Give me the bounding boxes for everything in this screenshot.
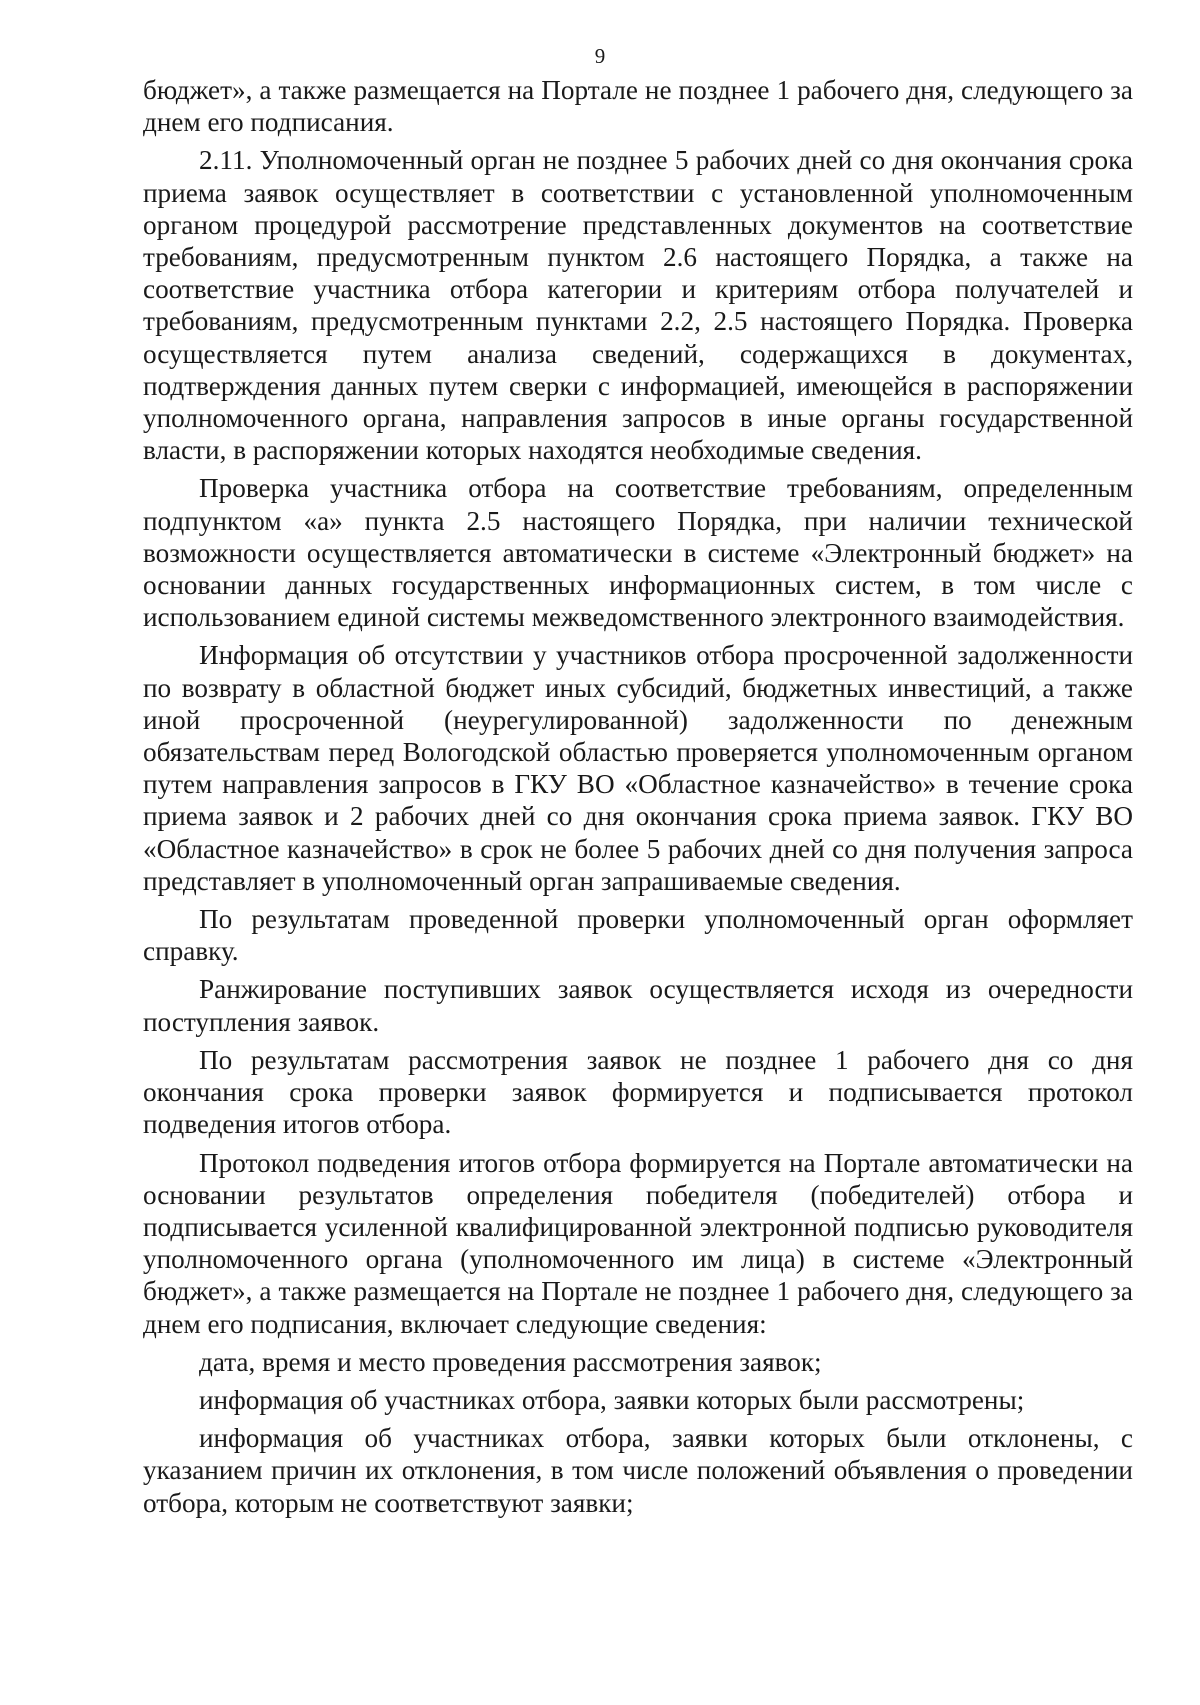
list-item-date-time-place: дата, время и место проведения рассмотрения заявок; — [199, 1346, 822, 1377]
paragraph-debt-information: Информация об отсутствии у участников отбора просроченной задолженности по возврату в областной бюджет иных субсидий, бюджетных инвестиций, а также иной просроченной (неурегулированной) задолженности по денежным обязательствам перед Вологодской областью проверяется уполномоченным органом путем направления запросов в ГКУ ВО «Областное казначейство» в течение срока приема заявок и 2 рабочих дней со дня окончания срока приема заявок. ГКУ ВО «Областное казначейство» в срок не более 5 рабочих дней со дня получения запроса представляет в уполномоченный орган запрашиваемые сведения. — [143, 640, 1133, 896]
paragraph-protocol-contents: Протокол подведения итогов отбора формируется на Портале автоматически на основании результатов определения победителя (победителей) отбора и подписывается усиленной квалифицированной электронной подписью руководителя уполномоченного органа (уполномоченного им лица) в системе «Электронный бюджет», а также размещается на Портале не позднее 1 рабочего дня, следующего за днем его подписания, включает следующие сведения: — [143, 1147, 1133, 1339]
paragraph-automatic-check: Проверка участника отбора на соответствие требованиям, определенным подпунктом «а» пункта 2.5 настоящего Порядка, при наличии технической возможности осуществляется автоматически в системе «Электронный бюджет» на основании данных государственных информационных систем, в том числе с использованием единой системы межведомственного электронного взаимодействия. — [143, 473, 1133, 633]
page-number: 9 — [594, 44, 606, 68]
list-item-rejected-applications: информация об участниках отбора, заявки которых были отклонены, с указанием причин их отклонения, в том числе положений объявления о проведении отбора, которым не соответствуют заявки; — [143, 1423, 1133, 1518]
list-item-reviewed-applications: информация об участниках отбора, заявки которых были рассмотрены; — [199, 1384, 1025, 1415]
paragraph-check-results: По результатам проведенной проверки уполномоченный орган оформляет справку. — [143, 904, 1133, 967]
paragraph-clause-2-11: 2.11. Уполномоченный орган не позднее 5 рабочих дней со дня окончания срока приема заявок осуществляет в соответствии с установленной уполномоченным органом процедурой рассмотрение представленных документов на соответствие требованиям, предусмотренным пунктом 2.6 настоящего Порядка, а также на соответствие участника отбора категории и критериям отбора получателей и требованиям, предусмотренным пунктами 2.2, 2.5 настоящего Порядка. Проверка осуществляется путем анализа сведений, содержащихся в документах, подтверждения данных путем сверки с информацией, имеющейся в распоряжении уполномоченного органа, направления запросов в иные органы государственной власти, в распоряжении которых находятся необходимые сведения. — [143, 145, 1133, 466]
document-body — [143, 74, 1133, 1519]
paragraph-protocol-signing: По результатам рассмотрения заявок не позднее 1 рабочего дня со дня окончания срока проверки заявок формируется и подписывается протокол подведения итогов отбора. — [143, 1044, 1133, 1140]
paragraph-ranking: Ранжирование поступивших заявок осуществляется исходя из очередности поступления заявок. — [143, 974, 1133, 1037]
paragraph-continuation: бюджет», а также размещается на Портале не позднее 1 рабочего дня, следующего за днем его подписания. — [143, 75, 1133, 138]
